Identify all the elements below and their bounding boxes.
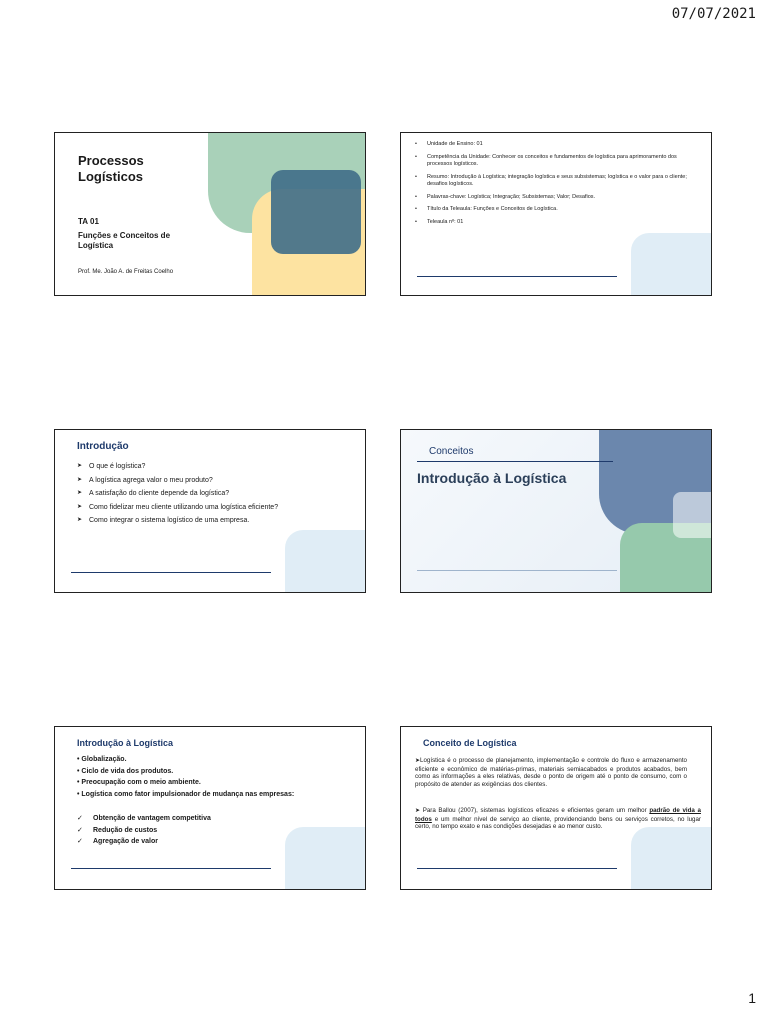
- list-item: ➤ A logística agrega valor o meu produto?: [77, 474, 278, 488]
- paragraph-text: Logística é o processo de planejamento, implementação e controle do fluxo e armazenamento eficiente e econômico de matérias-primas, materiais semiacabados e produtos acabados, bem como as informações a eles relativas, desde o ponto de origem até o ponto de consumo, com o propósito de atender as exigências dos clientes.: [415, 757, 687, 788]
- factor-list: [77, 754, 294, 800]
- paragraph-text: e um melhor nível de serviço ao cliente, providenciando bens ou serviços corretos, no lugar certo, no tempo exato e nas condições desejadas e ao menor custo.: [415, 815, 701, 831]
- list-item: • Resumo: Introdução à Logística; integração logística e seus subsistemas; logística e o valor para o cliente; desafios logísticos.: [413, 174, 695, 189]
- bottom-rule: [71, 572, 271, 573]
- slide-3: [54, 429, 366, 593]
- list-item: • Logística como fator impulsionador de mudança nas empresas:: [77, 789, 294, 801]
- slide-title: Introdução à Logística: [417, 470, 567, 486]
- bottom-rule: [417, 570, 617, 571]
- arrow-icon: ➤: [415, 758, 421, 764]
- list-item: ✓ Obtenção de vantagem competitiva: [77, 813, 211, 825]
- slide-code: TA 01: [78, 217, 99, 226]
- slide-5: [54, 726, 366, 890]
- list-item: • Globalização.: [77, 754, 294, 766]
- list-item: ➤ Como integrar o sistema logístico de uma empresa.: [77, 514, 278, 528]
- list-item: • Competência da Unidade: Conhecer os conceitos e fundamentos de logística para aprimoramento dos processos logísticos.: [413, 154, 695, 169]
- benefit-list: [77, 813, 211, 848]
- slide-author: Prof. Me. João A. de Freitas Coelho: [78, 269, 174, 275]
- question-list: [77, 460, 278, 528]
- slide-6: [400, 726, 712, 890]
- arrow-icon: ➤: [415, 808, 421, 814]
- slide-subtitle: Funções e Conceitos de Logística: [78, 231, 171, 250]
- ballou-paragraph: [415, 807, 701, 831]
- page-date: 07/07/2021: [671, 6, 756, 22]
- list-item: ➤ Como fidelizar meu cliente utilizando uma logística eficiente?: [77, 501, 278, 515]
- slide-title: Processos Logísticos: [78, 153, 144, 184]
- slide-heading: Conceito de Logística: [423, 738, 517, 748]
- decor-white-shape: [673, 492, 712, 538]
- concept-paragraph: [415, 757, 687, 788]
- list-item: ➤ O que é logística?: [77, 460, 278, 474]
- label-rule: [417, 461, 613, 462]
- decor-corner-shape: [631, 827, 712, 890]
- list-item: ✓ Redução de custos: [77, 825, 211, 837]
- decor-blue-shape: [271, 170, 361, 254]
- bottom-rule: [71, 868, 271, 869]
- bottom-rule: [417, 276, 617, 277]
- list-item: ➤ A satisfação do cliente depende da logística?: [77, 487, 278, 501]
- paragraph-text: Para Ballou (2007), sistemas logísticos eficazes e eficientes geram um melhor: [422, 807, 647, 814]
- decor-corner-shape: [631, 233, 712, 296]
- info-list: [413, 141, 695, 231]
- decor-corner-shape: [285, 530, 366, 593]
- decor-corner-shape: [285, 827, 366, 890]
- slide-heading: Introdução à Logística: [77, 738, 174, 748]
- list-item: ✓ Agregação de valor: [77, 836, 211, 848]
- highlighted-phrase: padrão de vida a todos: [415, 807, 701, 823]
- list-item: • Título da Teleaula: Funções e Conceitos de Logística.: [413, 206, 695, 214]
- list-item: • Ciclo de vida dos produtos.: [77, 766, 294, 778]
- list-item: • Teleaula nº: 01: [413, 219, 695, 227]
- slide-1: [54, 132, 366, 296]
- section-label: Conceitos: [429, 446, 474, 457]
- list-item: • Palavras-chave: Logística; Integração; Subsistemas; Valor; Desafios.: [413, 194, 695, 202]
- slide-heading: Introdução: [77, 441, 129, 452]
- list-item: • Unidade de Ensino: 01: [413, 141, 695, 149]
- bottom-rule: [417, 868, 617, 869]
- slide-4: [400, 429, 712, 593]
- slide-2: [400, 132, 712, 296]
- list-item: • Preocupação com o meio ambiente.: [77, 777, 294, 789]
- page-number: 1: [748, 990, 756, 1006]
